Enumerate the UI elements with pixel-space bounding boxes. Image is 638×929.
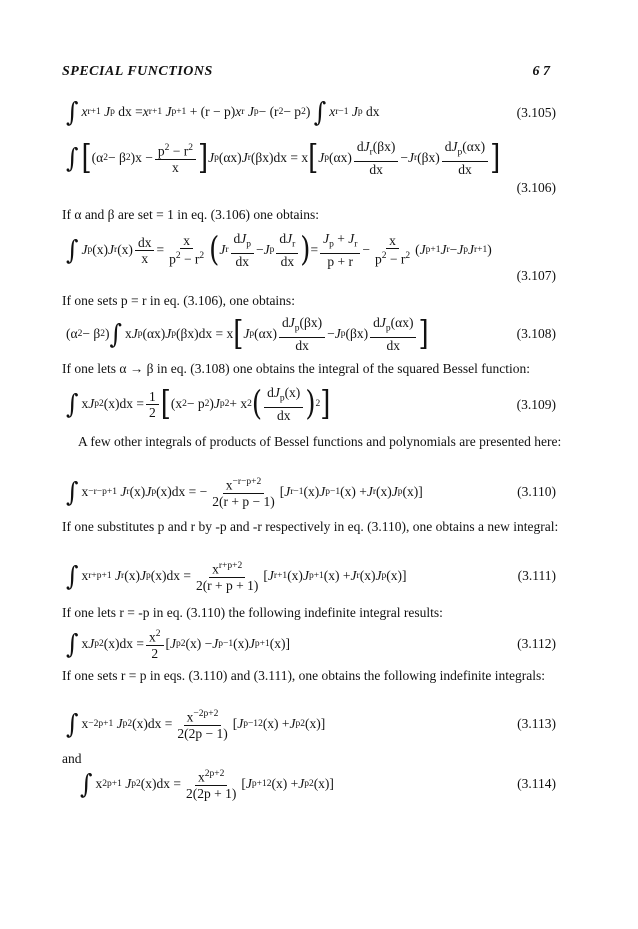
equation-3-112: ∫ x J p 2 (x)dx = $\frac{x^2}{2}$ [ J p 2 (x) − J p−1 (x) J p+1 (x)] xyxy=(66,628,290,661)
equation-3-107: ∫ J p (x) J r (x) $\frac{dx}{x}$ = $\frac{x}{p^2 - r^2}$ ( J r $\frac{dJ_p}{dx}$ − J p $\frac{dJ_r}{dx}$ ) = $\frac{J_p + J_r}{p + r}$ − $\frac{x}{p^2 - r^2}$ ( J p+1 J r − J p J r+1 ) xyxy=(66,230,492,270)
equation-number: (3.113) xyxy=(517,716,556,731)
equation-number: (3.109) xyxy=(516,397,556,412)
equation-number: (3.112) xyxy=(517,636,556,651)
paragraph: If α and β are set = 1 in eq. (3.106) one obtains: xyxy=(62,207,319,222)
equation-3-109: ∫ x J p 2 (x)dx = $\frac{1}{2}$ [ (x 2 − p 2 ) J p 2 + x 2 ( $\frac{dJ_p(x)}{dx}$ ) 2 ] xyxy=(66,384,331,424)
equation-number: (3.108) xyxy=(516,326,556,341)
paragraph: If one lets α → β in eq. (3.108) one obtains the integral of the squared Bessel function: xyxy=(62,361,530,376)
equation-3-105: ∫ x r+1 J p dx = x r+1 J p+1 + (r − p) x r J p − (r 2 − p 2 ) ∫ x r−1 J p dx xyxy=(66,96,380,128)
equation-3-106: ∫ [ (α 2 − β 2 )x − $\frac{p^2 - r^2}{x}$ ] J p (αx) J r (βx)dx = x [ J p (αx) $\frac{dJ_r(\beta x)}{dx}$ − J r (βx) $\frac{dJ_p(\alpha x)}{dx}$ ] xyxy=(66,138,501,178)
equation-3-110: ∫ x −r−p+1 J r (x) J p (x)dx = − $\frac{x^{-r-p+2}}{2(r + p - 1)}$ [ J r−1 (x) J p−1 (x) + J r (x) J p (x)] xyxy=(66,476,423,509)
page-number: 6 7 xyxy=(532,64,550,79)
equation-3-113: ∫ x −2p+1 J p 2 (x)dx = $\frac{x^{-2p+2}}{2(2p - 1)}$ [ J p−1 2 (x) + J p 2 (x)] xyxy=(66,708,326,741)
paragraph: If one lets r = -p in eq. (3.110) the following indefinite integral results: xyxy=(62,605,443,620)
paragraph: and xyxy=(62,751,82,766)
running-head-title: SPECIAL FUNCTIONS xyxy=(62,64,213,79)
equation-number: (3.105) xyxy=(516,105,556,120)
equation-3-108: (α 2 − β 2 ) ∫ x J p (αx) J p (βx)dx = x [ J p (αx) $\frac{dJ_p(\beta x)}{dx}$ − J p (βx) $\frac{dJ_p(\alpha x)}{dx}$ ] xyxy=(66,314,429,354)
equation-number: (3.111) xyxy=(517,568,556,583)
equation-3-114: ∫ x 2p+1 J p 2 (x)dx = $\frac{x^{2p+2}}{2(2p + 1)}$ [ J p+1 2 (x) + J p 2 (x)] xyxy=(80,768,334,801)
equation-number: (3.110) xyxy=(517,484,556,499)
paragraph: A few other integrals of products of Bessel functions and polynomials are presented here: xyxy=(78,434,562,449)
equation-number: (3.114) xyxy=(517,776,556,791)
paragraph: If one sets p = r in eq. (3.106), one obtains: xyxy=(62,293,295,308)
equation-number: (3.107) xyxy=(516,268,556,283)
equation-number: (3.106) xyxy=(516,180,556,195)
paragraph: If one substitutes p and r by -p and -r respectively in eq. (3.110), one obtains a new integral: xyxy=(62,519,559,534)
paragraph: If one sets r = p in eqs. (3.110) and (3.111), one obtains the following indefinite integrals: xyxy=(62,668,546,683)
equation-3-111: ∫ x r+p+1 J r (x) J p (x)dx = $\frac{x^{r+p+2}}{2(r + p + 1)}$ [ J r+1 (x) J p+1 (x) + J r (x) J p (x)] xyxy=(66,560,407,593)
